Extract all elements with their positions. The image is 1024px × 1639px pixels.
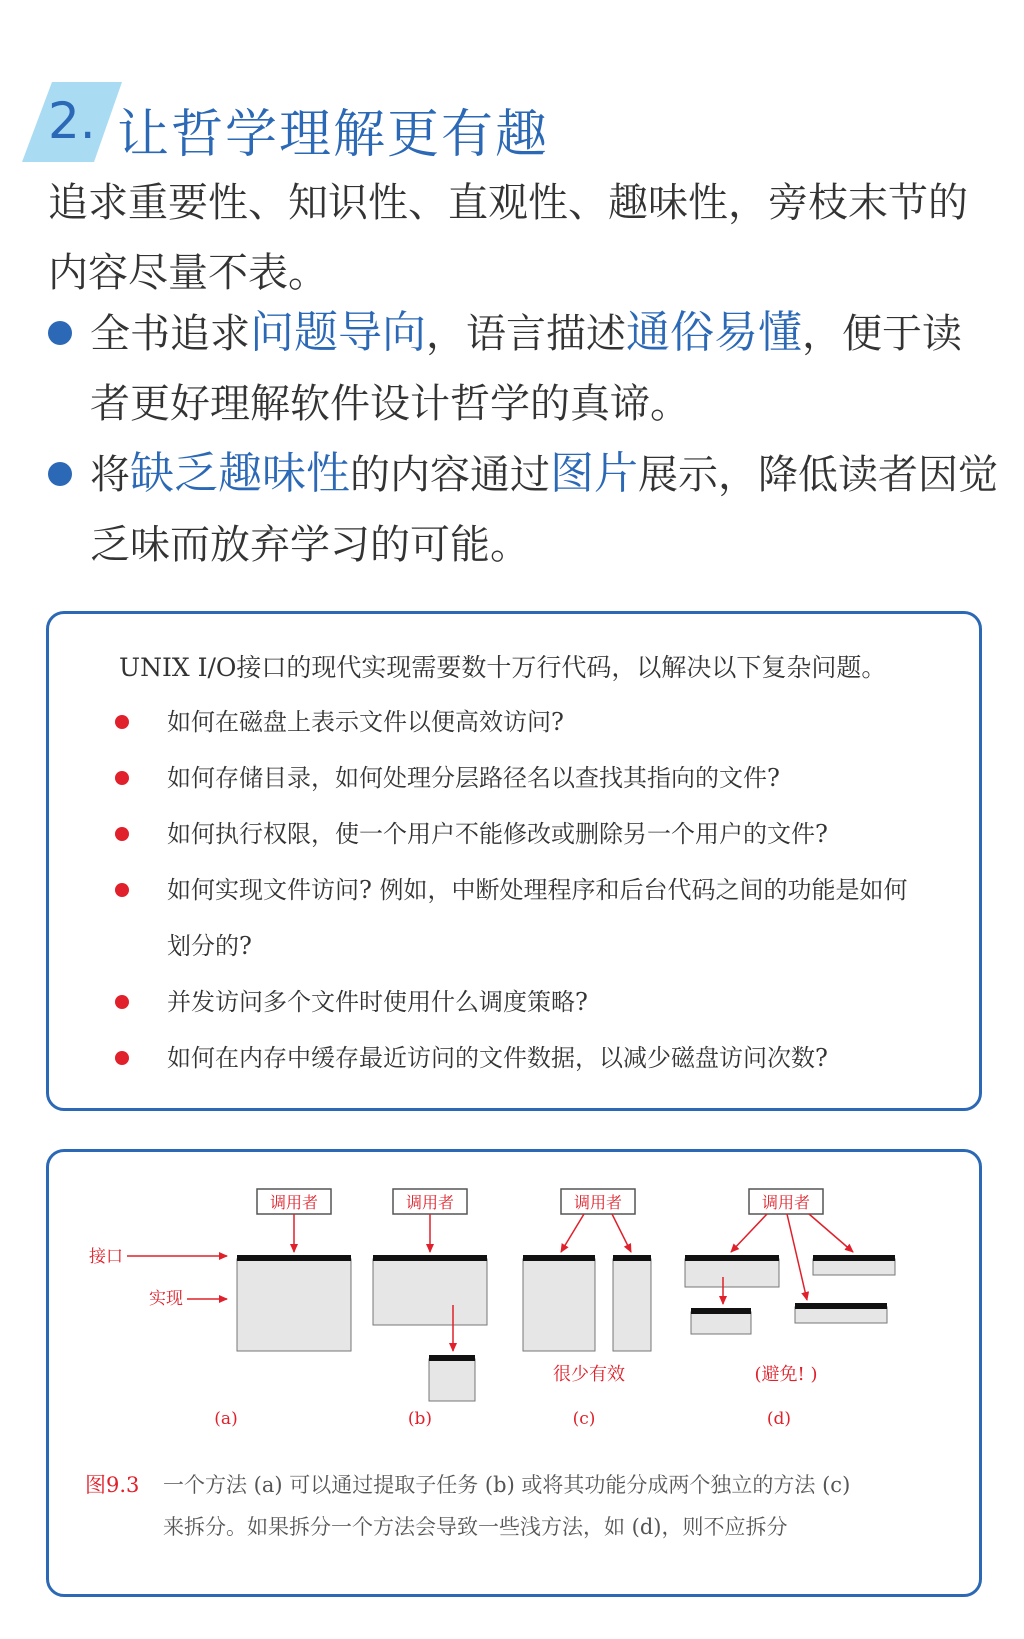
diagram-a — [89, 1189, 351, 1429]
excerpt-intro: UNIX I/O接口的现代实现需要数十万行代码，以解决以下复杂问题。 — [119, 653, 887, 682]
bullet-list — [48, 298, 998, 580]
bullet-dot-icon — [48, 462, 72, 486]
highlight-text: 缺乏趣味性 — [130, 448, 350, 499]
impl-label: 实现 — [149, 1289, 183, 1309]
question-text: 如何在磁盘上表示文件以便高效访问? — [167, 708, 564, 736]
bullet-text: 展示，降低读者因觉乏味而放弃学习的可能。 — [90, 452, 998, 568]
interface-label: 接口 — [89, 1247, 123, 1267]
caller-label: 调用者 — [761, 1193, 811, 1212]
highlight-text: 问题导向 — [250, 307, 426, 358]
bullet-text: 全书追求 — [90, 311, 250, 357]
heading-title: 让哲学理解更有趣 — [117, 105, 550, 165]
diagram-b — [373, 1189, 487, 1429]
sub-label-d: (d) — [766, 1409, 792, 1429]
submethod-body — [429, 1359, 475, 1401]
question-item — [111, 974, 931, 1030]
diagram-c — [523, 1189, 651, 1429]
intro-text: 追求重要性、知识性、直观性、趣味性，旁枝末节的内容尽量不表。 — [48, 180, 968, 296]
interface-bar — [691, 1308, 751, 1314]
interface-bar — [373, 1255, 487, 1261]
method-body — [613, 1259, 651, 1351]
bullet-dot-icon — [48, 321, 72, 345]
call-arrow — [809, 1214, 853, 1252]
method-body — [691, 1312, 751, 1334]
section-heading — [22, 82, 922, 168]
call-arrow — [787, 1214, 807, 1300]
method-body — [523, 1259, 595, 1351]
highlight-text: 通俗易懂 — [626, 307, 802, 358]
bullet-text: ，语言描述 — [426, 311, 626, 357]
highlight-text: 图片 — [550, 448, 638, 499]
question-list — [111, 694, 931, 1086]
bullet-item — [48, 298, 998, 439]
heading-number: 2. — [48, 92, 96, 150]
caption-line-2: 来拆分。如果拆分一个方法会导致一些浅方法，如 (d)，则不应拆分 — [163, 1515, 788, 1539]
question-item — [111, 1030, 931, 1086]
question-item — [111, 694, 931, 750]
question-text: 并发访问多个文件时使用什么调度策略? — [167, 988, 588, 1016]
method-body — [795, 1307, 887, 1323]
method-split-diagram — [49, 1152, 979, 1452]
note-rarely-effective: 很少有效 — [553, 1364, 625, 1385]
red-bullet-icon — [115, 883, 129, 897]
caller-label: 调用者 — [573, 1193, 623, 1212]
call-arrow — [731, 1214, 767, 1252]
question-item — [111, 862, 931, 974]
interface-bar — [795, 1303, 887, 1309]
red-bullet-icon — [115, 771, 129, 785]
figure-number: 图9.3 — [85, 1473, 140, 1497]
question-text: 如何存储目录，如何处理分层路径名以查找其指向的文件? — [167, 764, 780, 792]
question-text: 如何实现文件访问? 例如，中断处理程序和后台代码之间的功能是如何划分的? — [167, 876, 908, 960]
question-text: 如何执行权限，使一个用户不能修改或删除另一个用户的文件? — [167, 820, 828, 848]
method-body — [237, 1259, 351, 1351]
diagram-d — [685, 1189, 895, 1429]
caller-label: 调用者 — [405, 1193, 455, 1212]
question-item — [111, 806, 931, 862]
red-bullet-icon — [115, 1051, 129, 1065]
interface-bar — [685, 1255, 779, 1261]
bullet-item — [48, 439, 998, 580]
figure-caption — [85, 1464, 935, 1548]
caller-label: 调用者 — [269, 1193, 319, 1212]
bullet-text: 的内容通过 — [350, 452, 550, 498]
question-item — [111, 750, 931, 806]
interface-bar — [237, 1255, 351, 1261]
caption-line-1: 一个方法 (a) 可以通过提取子任务 (b) 或将其功能分成两个独立的方法 (c) — [163, 1473, 851, 1497]
call-arrow — [612, 1214, 631, 1252]
bullet-text: 将 — [90, 452, 130, 498]
method-body — [685, 1259, 779, 1287]
sub-label-c: (c) — [572, 1409, 596, 1429]
interface-bar — [813, 1255, 895, 1261]
red-bullet-icon — [115, 995, 129, 1009]
red-bullet-icon — [115, 715, 129, 729]
excerpt-box-figure — [46, 1149, 982, 1597]
red-bullet-icon — [115, 827, 129, 841]
note-avoid: (避免! ) — [754, 1364, 818, 1385]
interface-bar — [523, 1255, 595, 1261]
excerpt-box-questions — [46, 611, 982, 1111]
method-body — [813, 1259, 895, 1275]
call-arrow — [561, 1214, 584, 1252]
question-text: 如何在内存中缓存最近访问的文件数据，以减少磁盘访问次数? — [167, 1044, 828, 1072]
bullet-text: ，便于读者更好理解软件设计哲学的真谛。 — [90, 311, 962, 427]
interface-bar — [429, 1355, 475, 1361]
method-body — [373, 1259, 487, 1325]
interface-bar — [613, 1255, 651, 1261]
sub-label-a: (a) — [214, 1409, 238, 1429]
sub-label-b: (b) — [407, 1409, 433, 1429]
